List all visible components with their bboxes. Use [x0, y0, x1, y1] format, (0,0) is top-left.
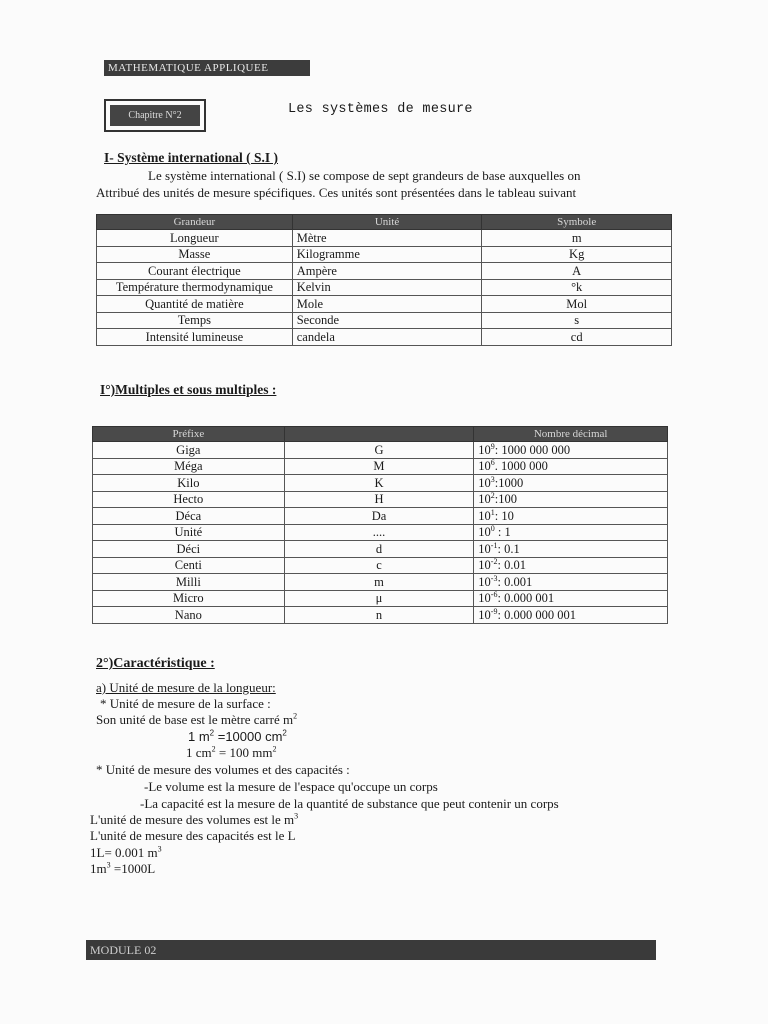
volume-unit-statement [90, 812, 298, 827]
equation-litre-m3 [90, 845, 162, 860]
power-exponent: 9 [490, 441, 495, 451]
decimal-value-cell [474, 590, 668, 607]
equation-m3-litre [90, 861, 155, 876]
symbole-cell: A [482, 263, 672, 280]
eq2-right: = 100 mm [215, 745, 273, 760]
power-base: 10 [478, 525, 491, 540]
eq2-left: 1 cm [186, 745, 212, 760]
decimal-value: : 1 [494, 525, 511, 540]
prefix-symbol-cell: μ [284, 590, 474, 607]
eq1-right: =10000 cm [214, 729, 283, 744]
symbole-cell: Mol [482, 296, 672, 313]
power-exponent: 2 [490, 491, 495, 501]
power-base: 10 [478, 442, 491, 457]
column-header-unite: Unité [292, 215, 482, 230]
table-row [97, 230, 672, 247]
decimal-value-cell [474, 475, 668, 492]
table-row [93, 475, 668, 492]
prefix-name-cell: Micro [93, 590, 285, 607]
subject-banner [104, 60, 310, 76]
column-header-grandeur: Grandeur [97, 215, 293, 230]
decimal-value: : 0.000 000 001 [497, 607, 576, 622]
table-row [97, 312, 672, 329]
surface-base-unit [96, 712, 297, 727]
section1-paragraph-line1: Le système international ( S.I) se compose de sept grandeurs de base auxquelles on [148, 168, 581, 183]
decimal-value-cell [474, 491, 668, 508]
module-banner [86, 940, 656, 960]
table-header-row [93, 427, 668, 442]
table-row [93, 442, 668, 459]
table-row [97, 329, 672, 346]
table-row [93, 590, 668, 607]
unite-cell: candela [292, 329, 482, 346]
power-exponent: -2 [490, 557, 498, 567]
decimal-value: :100 [494, 492, 518, 507]
prefix-symbol-cell: K [284, 475, 474, 492]
prefix-name-cell: Centi [93, 557, 285, 574]
subject-banner-text: MATHEMATIQUE APPLIQUEE [108, 62, 269, 74]
prefix-name-cell: Déca [93, 508, 285, 525]
table-header-row [97, 215, 672, 230]
prefix-name-cell: Nano [93, 607, 285, 624]
decimal-value-cell [474, 541, 668, 558]
prefix-symbol-cell: M [284, 458, 474, 475]
table-row [93, 574, 668, 591]
multiples-heading: I°)Multiples et sous multiples : [100, 382, 277, 397]
table-row [93, 557, 668, 574]
power-base: 10 [478, 607, 491, 622]
column-header-nombre: Nombre décimal [474, 427, 668, 442]
prefix-name-cell: Hecto [93, 491, 285, 508]
equation-m2-cm2 [188, 729, 287, 744]
table-row [93, 508, 668, 525]
decimal-value-cell [474, 607, 668, 624]
surface-base-text: Son unité de base est le mètre carré m [96, 712, 294, 727]
capacity-definition: -La capacité est la mesure de la quantité de substance que peut contenir un corps [140, 796, 559, 811]
prefix-symbol-cell: .... [284, 524, 474, 541]
superscript-2: 2 [282, 728, 287, 738]
section1-paragraph-line2: Attribué des unités de mesure spécifiques. Ces unités sont présentées dans le tableau suivant [96, 185, 577, 200]
superscript-3: 3 [157, 844, 162, 854]
power-exponent: -1 [490, 540, 498, 550]
decimal-value-cell [474, 524, 668, 541]
volume-unit-text: L'unité de mesure des volumes est le m [90, 812, 295, 827]
table-row [93, 541, 668, 558]
unite-cell: Kilogramme [292, 246, 482, 263]
superscript-2: 2 [211, 744, 216, 754]
decimal-value: : 1000 000 000 [494, 442, 571, 457]
table-row [97, 296, 672, 313]
eq4-left: 1m [90, 861, 107, 876]
superscript-2: 2 [209, 728, 215, 738]
table-row [97, 279, 672, 296]
equation-cm2-mm2 [186, 745, 276, 760]
module-banner-text: MODULE 02 [90, 943, 157, 957]
symbole-cell: s [482, 312, 672, 329]
power-base: 10 [478, 492, 491, 507]
volume-definition: -Le volume est la mesure de l'espace qu'occupe un corps [144, 779, 438, 794]
symbole-cell: °k [482, 279, 672, 296]
power-base: 10 [478, 574, 491, 589]
prefix-name-cell: Giga [93, 442, 285, 459]
characteristics-heading: 2°)Caractéristique : [96, 656, 215, 671]
power-exponent: 1 [490, 507, 495, 517]
decimal-value: : 0.000 001 [497, 591, 555, 606]
decimal-value: : 10 [494, 508, 514, 523]
power-base: 10 [478, 541, 491, 556]
eq3-text: 1L= 0.001 m [90, 845, 158, 860]
page-title: Les systèmes de mesure [288, 102, 473, 117]
surface-unit-heading: * Unité de mesure de la surface : [100, 696, 271, 711]
prefix-name-cell: Kilo [93, 475, 285, 492]
decimal-value-cell [474, 557, 668, 574]
power-base: 10 [478, 475, 491, 490]
table-row [93, 458, 668, 475]
decimal-value: :1000 [494, 475, 524, 490]
decimal-value-cell [474, 574, 668, 591]
power-exponent: -9 [490, 606, 498, 616]
symbole-cell: Kg [482, 246, 672, 263]
decimal-value-cell [474, 442, 668, 459]
unite-cell: Ampère [292, 263, 482, 280]
eq4-right: =1000L [110, 861, 156, 876]
prefix-name-cell: Méga [93, 458, 285, 475]
prefixes-table [92, 426, 668, 624]
prefix-symbol-cell: Da [284, 508, 474, 525]
table-row [97, 263, 672, 280]
section1-heading: I- Système international ( S.I ) [104, 150, 278, 165]
power-base: 10 [478, 508, 491, 523]
superscript-3: 3 [106, 860, 111, 870]
table-row [93, 491, 668, 508]
decimal-value-cell [474, 508, 668, 525]
unite-cell: Seconde [292, 312, 482, 329]
unite-cell: Kelvin [292, 279, 482, 296]
length-unit-heading: a) Unité de mesure de la longueur: [96, 680, 276, 695]
superscript-2: 2 [293, 711, 298, 721]
grandeur-cell: Température thermodynamique [97, 279, 293, 296]
prefix-symbol-cell: G [284, 442, 474, 459]
decimal-value: : 0.01 [497, 558, 526, 573]
unite-cell: Mole [292, 296, 482, 313]
prefix-name-cell: Déci [93, 541, 285, 558]
column-header-prefixe: Préfixe [93, 427, 285, 442]
decimal-value-cell [474, 458, 668, 475]
power-exponent: 6 [490, 458, 495, 468]
prefix-symbol-cell: c [284, 557, 474, 574]
prefix-symbol-cell: d [284, 541, 474, 558]
prefix-symbol-cell: m [284, 574, 474, 591]
power-base: 10 [478, 591, 491, 606]
table-row [93, 607, 668, 624]
prefix-name-cell: Unité [93, 524, 285, 541]
capacity-unit-statement: L'unité de mesure des capacités est le L [90, 828, 296, 843]
power-exponent: -3 [490, 573, 498, 583]
grandeur-cell: Courant électrique [97, 263, 293, 280]
symbole-cell: m [482, 230, 672, 247]
volume-unit-heading: * Unité de mesure des volumes et des capacités : [96, 762, 350, 777]
power-exponent: 3 [490, 474, 495, 484]
column-header-symbol [284, 427, 474, 442]
power-base: 10 [478, 558, 491, 573]
unite-cell: Mètre [292, 230, 482, 247]
grandeur-cell: Masse [97, 246, 293, 263]
power-base: 10 [478, 459, 491, 474]
symbole-cell: cd [482, 329, 672, 346]
prefix-name-cell: Milli [93, 574, 285, 591]
grandeur-cell: Quantité de matière [97, 296, 293, 313]
grandeur-cell: Temps [97, 312, 293, 329]
grandeur-cell: Intensité lumineuse [97, 329, 293, 346]
prefix-symbol-cell: H [284, 491, 474, 508]
decimal-value: : 0.001 [497, 574, 533, 589]
chapter-box [104, 99, 206, 132]
superscript-3: 3 [294, 811, 299, 821]
superscript-2: 2 [272, 744, 277, 754]
decimal-value: : 0.1 [497, 541, 520, 556]
table-row [97, 246, 672, 263]
power-exponent: -6 [490, 590, 498, 600]
prefix-symbol-cell: n [284, 607, 474, 624]
column-header-symbole: Symbole [482, 215, 672, 230]
si-units-table [96, 214, 672, 346]
table-row [93, 524, 668, 541]
grandeur-cell: Longueur [97, 230, 293, 247]
chapter-label: Chapitre N°2 [110, 105, 200, 126]
eq1-left: 1 m [188, 729, 210, 744]
power-exponent: 0 [490, 524, 495, 534]
decimal-value: . 1000 000 [494, 459, 548, 474]
